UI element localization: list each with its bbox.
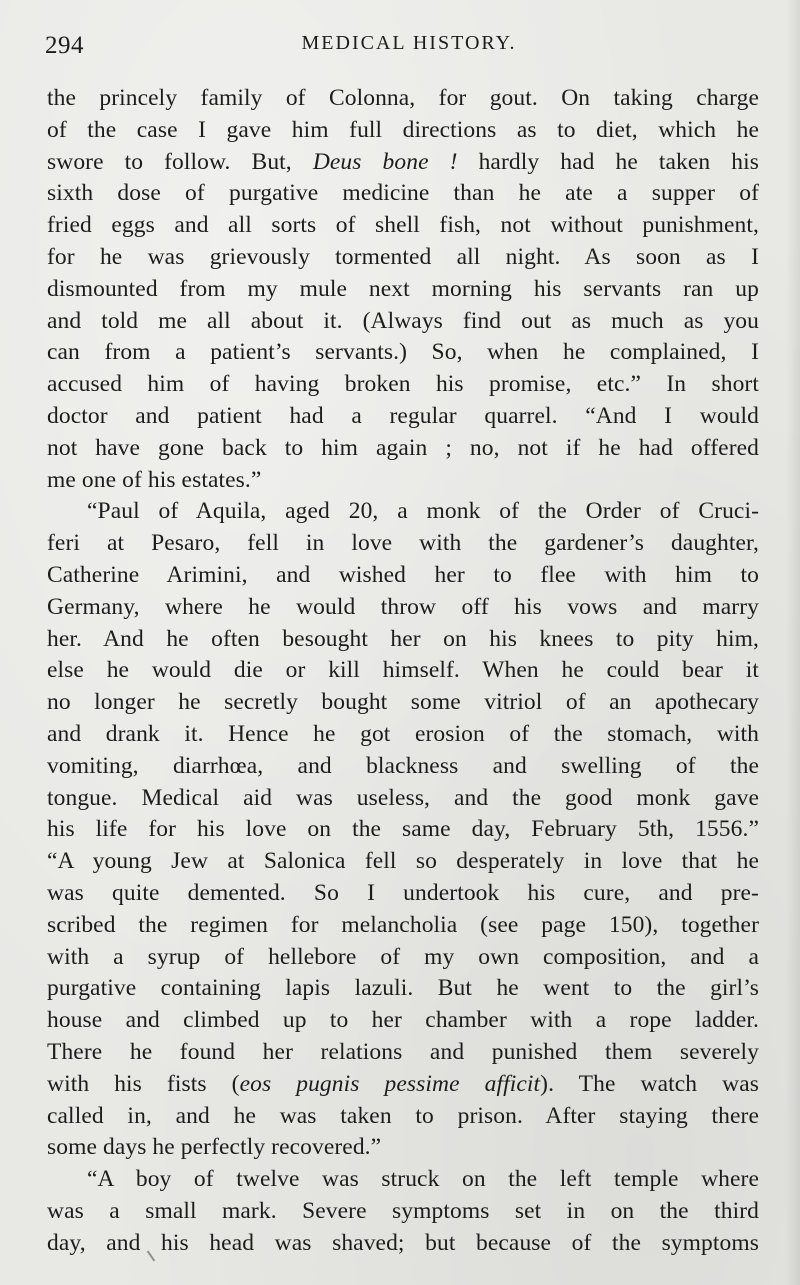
running-head: MEDICAL HISTORY.	[301, 32, 517, 54]
text-line: accused him of having broken his promise, etc.” In short	[47, 371, 759, 398]
text-line: of the case I gave him full directions as to diet, which he	[47, 116, 759, 143]
paragraph-start-line: “A young Jew at Salonica fell so desperately in love that he	[47, 848, 759, 875]
text-line: tongue. Medical aid was useless, and the good monk gave	[47, 784, 759, 811]
text-line	[47, 1069, 759, 1101]
text-line: for he was grievously tormented all night. As soon as I	[47, 243, 759, 270]
page-edge-shadow	[786, 0, 800, 1285]
text-line: not have gone back to him again ; no, not if he had offered	[47, 434, 759, 461]
paragraph-start-line: “Paul of Aquila, aged 20, a monk of the Order of Cruci-	[87, 498, 759, 525]
latin-exclamation: Deus bone !	[312, 148, 458, 175]
text-line: house and climbed up to her chamber with a rope ladder.	[47, 1007, 759, 1034]
paragraph-start-line: “A boy of twelve was struck on the left temple where	[87, 1166, 759, 1193]
text-line: and told me all about it. (Always find out as much as you	[47, 307, 759, 334]
text-segment: hardly had he taken his	[457, 148, 760, 175]
text-line: Catherine Arimini, and wished her to flee with him to	[47, 561, 759, 588]
text-line: fried eggs and all sorts of shell fish, not without punishment,	[47, 212, 759, 239]
text-line: There he found her relations and punished them severely	[47, 1038, 759, 1065]
body-text	[47, 83, 759, 1259]
text-line: was quite demented. So I undertook his cure, and pre-	[47, 879, 759, 906]
page-header	[45, 30, 755, 64]
text-line: dismounted from my mule next morning his servants ran up	[47, 275, 759, 302]
text-line: day, and his head was shaved; but because of the symptoms	[47, 1229, 759, 1256]
text-line: some days he perfectly recovered.”	[47, 1134, 382, 1161]
text-segment: swore to follow. But,	[47, 148, 313, 175]
text-line: feri at Pesaro, fell in love with the gardener’s daughter,	[47, 530, 759, 557]
text-line: can from a patient’s servants.) So, when he complained, I	[47, 339, 759, 366]
text-line: her. And he often besought her on his knees to pity him,	[47, 625, 759, 652]
text-line: purgative containing lapis lazuli. But he went to the girl’s	[47, 975, 759, 1002]
text-line: doctor and patient had a regular quarrel. “And I would	[47, 402, 759, 429]
text-line: and drank it. Hence he got erosion of the stomach, with	[47, 720, 759, 747]
page-number: 294	[45, 32, 84, 59]
text-line: Germany, where he would throw off his vows and marry	[47, 593, 759, 620]
text-line: me one of his estates.”	[47, 466, 262, 493]
text-line	[47, 147, 759, 179]
text-line: sixth dose of purgative medicine than he ate a supper of	[47, 180, 759, 207]
text-line: his life for his love on the same day, February 5th, 1556.”	[47, 816, 759, 843]
text-segment: ). The watch was	[540, 1070, 760, 1097]
text-line: called in, and he was taken to prison. After staying there	[47, 1102, 759, 1129]
text-line: else he would die or kill himself. When he could bear it	[47, 657, 759, 684]
text-line: the princely family of Colonna, for gout. On taking charge	[47, 85, 759, 111]
text-line: was a small mark. Severe symptoms set in on the third	[47, 1197, 759, 1224]
text-line: with a syrup of hellebore of my own composition, and a	[47, 943, 759, 970]
text-line: vomiting, diarrhœa, and blackness and swelling of the	[47, 752, 759, 779]
text-line: no longer he secretly bought some vitriol of an apothecary	[47, 689, 759, 716]
text-line: scribed the regimen for melancholia (see page 150), together	[47, 911, 759, 938]
latin-phrase: eos pugnis pessime afficit	[239, 1070, 541, 1097]
text-segment: with his fists (	[47, 1070, 240, 1097]
